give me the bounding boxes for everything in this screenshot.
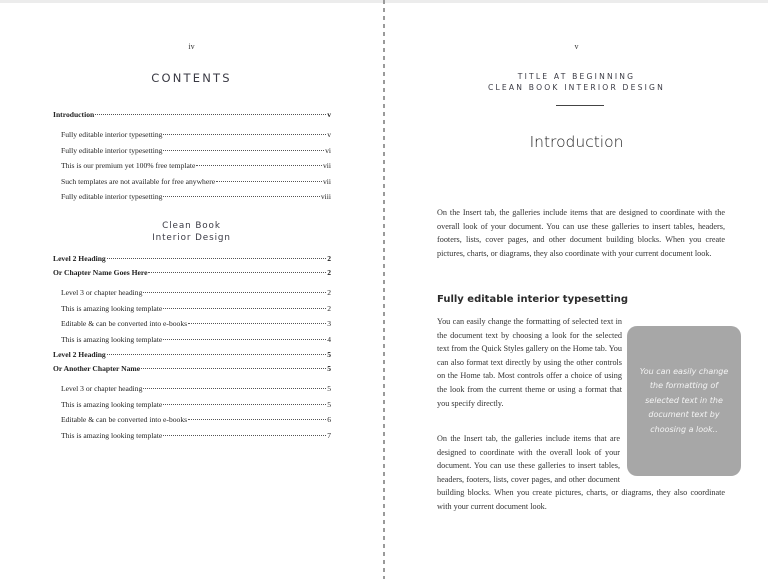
toc-entry-page: viii bbox=[320, 192, 331, 201]
toc-section-2 bbox=[53, 254, 331, 350]
toc-entry-page: 6 bbox=[327, 415, 331, 424]
toc-entry[interactable] bbox=[53, 384, 331, 400]
toc-entry[interactable] bbox=[53, 288, 331, 304]
toc-entry[interactable] bbox=[53, 364, 331, 378]
toc-entry-page: 7 bbox=[327, 430, 331, 440]
toc-leader-dots bbox=[163, 435, 326, 436]
toc-entry[interactable] bbox=[53, 254, 331, 268]
toc-entry-page: vi bbox=[325, 145, 331, 155]
toc-entry-page: 4 bbox=[327, 334, 331, 344]
toc-entry-page: 5 bbox=[327, 350, 331, 359]
toc-leader-dots bbox=[143, 388, 326, 389]
toc-entry-label: Editable & can be converted into e-books bbox=[61, 319, 188, 328]
toc-leader-dots bbox=[143, 292, 326, 293]
body-paragraph-2: You can easily change the formatting of selected text in the document text by choosing a look for the selected text from the Quick Styles gallery on the Home tab. You can also format text directly by using the other controls on the Home tab. Most controls offer a choice of using the look from the current theme or using a format that you specify directly. bbox=[437, 317, 622, 408]
toc-leader-dots bbox=[163, 308, 326, 309]
toc-leader-dots bbox=[163, 339, 326, 340]
toc-leader-dots bbox=[163, 196, 319, 197]
toc-entry-page: v bbox=[327, 130, 331, 139]
toc-entry[interactable] bbox=[53, 319, 331, 335]
subtitle-line-1: Clean Book bbox=[162, 221, 221, 231]
toc-leader-dots bbox=[216, 181, 322, 182]
toc-entry-page: 5 bbox=[327, 399, 331, 409]
toc-leader-dots bbox=[107, 258, 326, 259]
toc-entry-page: v bbox=[327, 110, 331, 119]
toc-subtitle bbox=[0, 220, 383, 244]
toc-entry-label: This is our premium yet 100% free template bbox=[61, 161, 196, 170]
toc-leader-dots bbox=[163, 134, 326, 135]
toc-entry-label: Fully editable interior typesetting bbox=[61, 192, 163, 201]
toc-leader-dots bbox=[163, 150, 324, 151]
toc-entry-label: Fully editable interior typesetting bbox=[61, 130, 163, 139]
page-number: iv bbox=[188, 42, 195, 51]
toc-leader-dots bbox=[148, 272, 326, 273]
chapter-title: Introduction bbox=[529, 133, 624, 151]
toc-entry-page: vii bbox=[322, 161, 331, 170]
toc-entry-page: 2 bbox=[327, 288, 331, 297]
pull-quote-text: You can easily change the formatting of selected text in the document text by choosing a look.. bbox=[639, 366, 729, 434]
toc-entry-label: Introduction bbox=[53, 110, 95, 119]
toc-leader-dots bbox=[196, 165, 322, 166]
kicker-line-1: TITLE AT BEGINNING bbox=[517, 72, 636, 81]
toc-entry[interactable] bbox=[53, 335, 331, 351]
toc-entry[interactable] bbox=[53, 161, 331, 177]
toc-leader-dots bbox=[188, 323, 326, 324]
toc-entry-page: 2 bbox=[327, 303, 331, 313]
toc-entry-page: 3 bbox=[327, 319, 331, 328]
toc-section-1 bbox=[53, 110, 331, 208]
toc-entry-label: This is amazing looking template bbox=[61, 303, 163, 313]
toc-entry-label: Level 2 Heading bbox=[53, 350, 106, 359]
toc-leader-dots bbox=[141, 368, 326, 369]
toc-entry[interactable] bbox=[53, 350, 331, 364]
title-rule bbox=[556, 105, 604, 106]
chapter-kicker bbox=[385, 71, 768, 93]
toc-entry-label: Editable & can be converted into e-books bbox=[61, 415, 188, 424]
toc-entry[interactable] bbox=[53, 400, 331, 416]
right-page bbox=[385, 0, 768, 579]
contents-title: CONTENTS bbox=[151, 71, 232, 85]
toc-leader-dots bbox=[163, 404, 326, 405]
toc-entry-label: Level 3 or chapter heading bbox=[61, 384, 143, 393]
pull-quote-box bbox=[627, 326, 741, 476]
toc-entry-label: This is amazing looking template bbox=[61, 399, 163, 409]
toc-entry[interactable] bbox=[53, 192, 331, 208]
body-paragraph-3-text: On the Insert tab, the galleries include items that are designed to coordinate with the overall look of your document. You can use these galleries to insert tables, headers, footers, lists, cover pages, and other document building blocks. When you create pictures, charts, or diagrams, they also coordinate with your current document look. bbox=[437, 434, 725, 511]
toc-entry-label: This is amazing looking template bbox=[61, 430, 163, 440]
kicker-line-2: CLEAN BOOK INTERIOR DESIGN bbox=[487, 83, 666, 92]
page-number: v bbox=[574, 42, 579, 51]
toc-leader-dots bbox=[107, 354, 326, 355]
toc-leader-dots bbox=[188, 419, 326, 420]
toc-entry[interactable] bbox=[53, 110, 331, 124]
toc-entry[interactable] bbox=[53, 177, 331, 193]
toc-entry-label: Such templates are not available for free anywhere bbox=[61, 176, 216, 186]
section-heading: Fully editable interior typesetting bbox=[437, 294, 629, 305]
toc-entry-page: 5 bbox=[327, 364, 331, 373]
toc-entry-label: Or Chapter Name Goes Here bbox=[53, 268, 148, 277]
toc-entry-label: Level 3 or chapter heading bbox=[61, 288, 143, 297]
left-page bbox=[0, 0, 383, 579]
toc-section-3 bbox=[53, 350, 331, 446]
toc-entry-page: 2 bbox=[327, 268, 331, 277]
toc-entry-page: vii bbox=[322, 176, 331, 186]
toc-entry-label: This is amazing looking template bbox=[61, 334, 163, 344]
toc-entry[interactable] bbox=[53, 431, 331, 447]
toc-entry-page: 2 bbox=[327, 254, 331, 263]
toc-entry[interactable] bbox=[53, 415, 331, 431]
toc-entry-label: Fully editable interior typesetting bbox=[61, 145, 163, 155]
subtitle-line-2: Interior Design bbox=[152, 233, 231, 243]
toc-entry-label: Or Another Chapter Name bbox=[53, 364, 141, 373]
toc-leader-dots bbox=[95, 114, 326, 115]
toc-entry[interactable] bbox=[53, 268, 331, 282]
toc-entry[interactable] bbox=[53, 304, 331, 320]
toc-entry-label: Level 2 Heading bbox=[53, 254, 106, 263]
toc-entry[interactable] bbox=[53, 130, 331, 146]
toc-entry[interactable] bbox=[53, 146, 331, 162]
toc-entry-page: 5 bbox=[327, 384, 331, 393]
body-paragraph-1: On the Insert tab, the galleries include items that are designed to coordinate with the overall look of your document. You can use these galleries to insert tables, headers, footers, lists, cover pages, and other document building blocks. When you create pictures, charts, or diagrams, they also coordinate with your current document look. bbox=[437, 208, 725, 258]
